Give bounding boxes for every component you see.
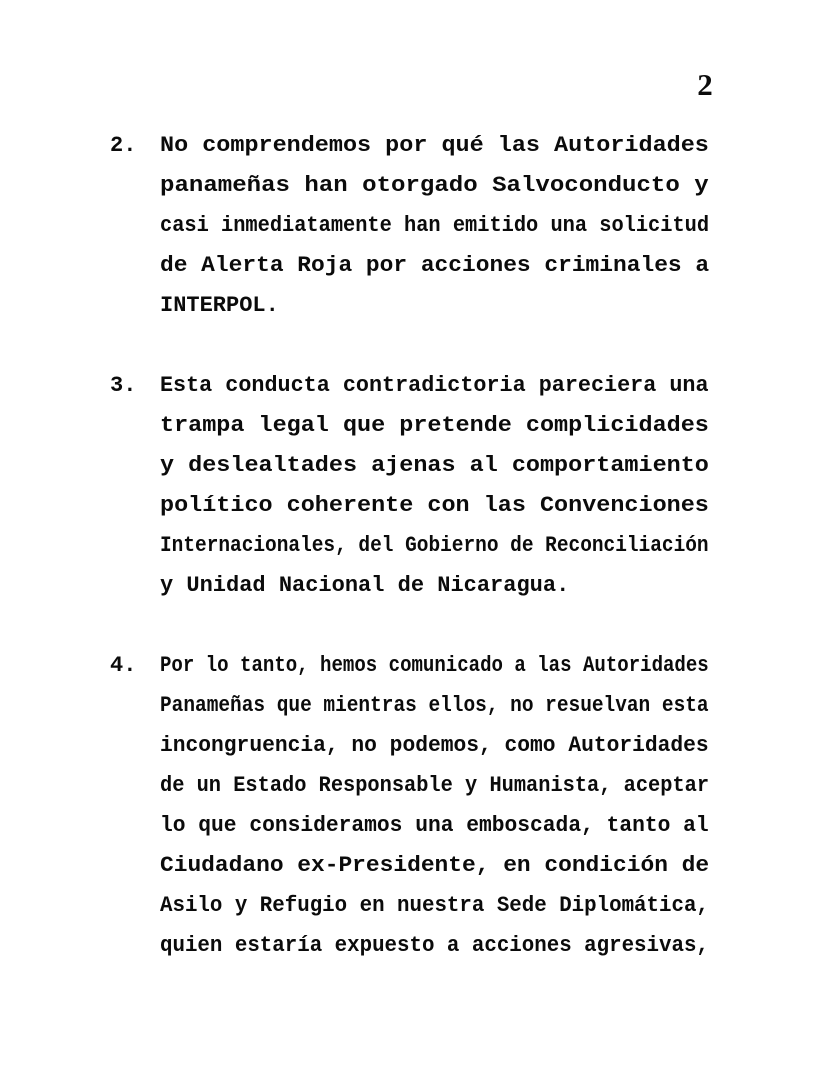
- text-line: [160, 726, 709, 766]
- text-line: [160, 366, 709, 406]
- text-line: [160, 246, 709, 286]
- paragraph-number: 4.: [110, 653, 137, 678]
- text-line-content: Internacionales, del Gobierno de Reconciliación: [160, 533, 709, 558]
- document-body: [110, 126, 709, 966]
- text-line-content: Asilo y Refugio en nuestra Sede Diplomática,: [160, 893, 709, 918]
- text-line-content: y deslealtades ajenas al comportamiento: [160, 453, 709, 478]
- text-line: [160, 526, 709, 566]
- text-line: [160, 686, 709, 726]
- paragraph: [110, 126, 709, 326]
- text-line: [160, 286, 709, 326]
- paragraph-body: [160, 366, 709, 606]
- text-line: [160, 166, 709, 206]
- paragraphs: [110, 126, 709, 966]
- text-line: [160, 446, 709, 486]
- text-line-content: de un Estado Responsable y Humanista, aceptar: [160, 773, 710, 798]
- text-line: [160, 926, 709, 966]
- text-line-content: Panameñas que mientras ellos, no resuelvan esta: [160, 693, 709, 718]
- text-line-content: Ciudadano ex-Presidente, en condición de: [160, 853, 710, 878]
- text-line: [160, 646, 709, 686]
- text-line-content: político coherente con las Convenciones: [160, 493, 709, 518]
- text-line: [160, 886, 709, 926]
- text-line: [160, 766, 709, 806]
- page-number: 2: [697, 67, 713, 102]
- text-line: [160, 206, 709, 246]
- text-line-content: panameñas han otorgado Salvoconducto y: [160, 173, 709, 198]
- text-line-content: de Alerta Roja por acciones criminales a: [160, 253, 710, 278]
- text-line-content: lo que consideramos una emboscada, tanto al: [160, 813, 709, 838]
- text-line-content: INTERPOL.: [160, 293, 279, 318]
- text-line: [160, 846, 709, 886]
- text-line-content: quien estaría expuesto a acciones agresivas,: [160, 933, 709, 958]
- paragraph-body: [160, 646, 709, 966]
- text-line: [160, 126, 709, 166]
- text-line: [160, 406, 709, 446]
- text-line-content: Por lo tanto, hemos comunicado a las Autoridades: [160, 653, 709, 678]
- paragraph-body: [160, 126, 709, 326]
- text-line-content: Esta conducta contradictoria pareciera una: [160, 373, 709, 398]
- text-line-content: No comprendemos por qué las Autoridades: [160, 133, 709, 158]
- text-line-content: y Unidad Nacional de Nicaragua.: [160, 573, 570, 598]
- text-line-content: casi inmediatamente han emitido una solicitud: [160, 213, 710, 238]
- text-line-content: trampa legal que pretende complicidades: [160, 413, 709, 438]
- paragraph-number: 2.: [110, 133, 137, 158]
- paragraph: [110, 366, 709, 606]
- paragraph: [110, 646, 709, 966]
- text-line: [160, 566, 709, 606]
- text-line: [160, 806, 709, 846]
- paragraph-number: 3.: [110, 373, 137, 398]
- text-line: [160, 486, 709, 526]
- text-line-content: incongruencia, no podemos, como Autoridades: [160, 733, 709, 758]
